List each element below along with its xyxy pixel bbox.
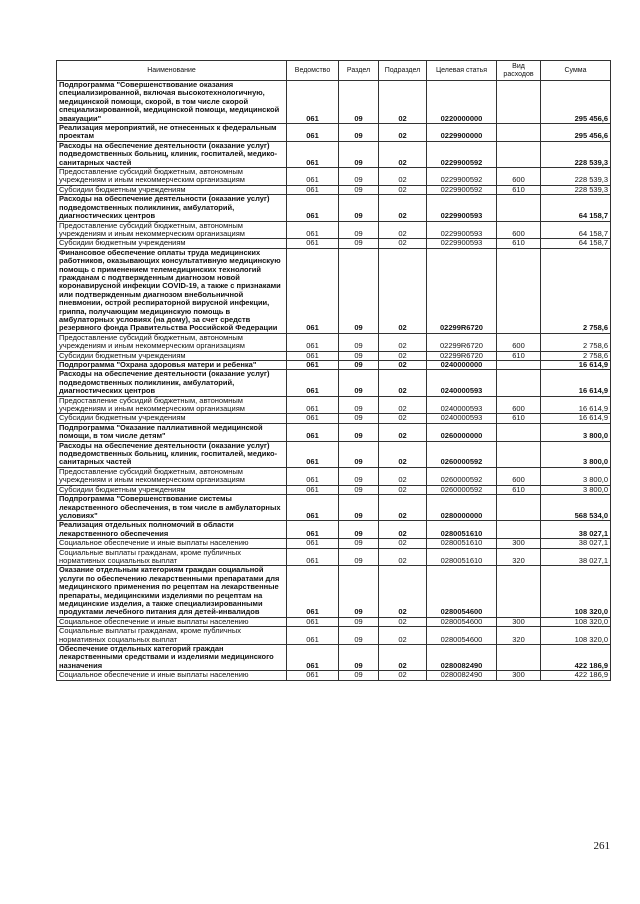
- cell-target: 02299R6720: [427, 351, 497, 360]
- cell-name: Подпрограмма "Оказание паллиативной медицинской помощи, в том числе детям": [57, 423, 287, 441]
- cell-type: [497, 195, 541, 221]
- cell-name: Расходы на обеспечение деятельности (оказание услуг) подведомственных больниц, клиник, госпиталей, медико-санитарных частей: [57, 141, 287, 167]
- cell-section: 09: [339, 566, 379, 617]
- cell-target: 0280051610: [427, 548, 497, 566]
- cell-subsection: 02: [379, 617, 427, 626]
- cell-sum: 64 158,7: [541, 221, 611, 239]
- cell-type: 610: [497, 414, 541, 423]
- cell-dept: 061: [287, 370, 339, 396]
- table-row: [57, 495, 611, 521]
- cell-type: [497, 361, 541, 370]
- cell-type: 300: [497, 671, 541, 680]
- cell-section: 09: [339, 539, 379, 548]
- cell-subsection: 02: [379, 168, 427, 186]
- cell-section: 09: [339, 414, 379, 423]
- header-target: Целевая статья: [427, 61, 497, 81]
- cell-target: 02299R6720: [427, 248, 497, 333]
- cell-sum: 16 614,9: [541, 396, 611, 414]
- cell-subsection: 02: [379, 414, 427, 423]
- cell-section: 09: [339, 239, 379, 248]
- table-row: [57, 441, 611, 467]
- cell-type: 600: [497, 333, 541, 351]
- cell-subsection: 02: [379, 248, 427, 333]
- cell-section: 09: [339, 441, 379, 467]
- cell-target: 0229900000: [427, 124, 497, 142]
- cell-type: [497, 141, 541, 167]
- cell-section: 09: [339, 351, 379, 360]
- cell-dept: 061: [287, 467, 339, 485]
- cell-sum: 2 758,6: [541, 333, 611, 351]
- budget-table: [56, 60, 611, 681]
- cell-sum: 228 539,3: [541, 168, 611, 186]
- header-section: Раздел: [339, 61, 379, 81]
- table-row: [57, 248, 611, 333]
- cell-section: 09: [339, 168, 379, 186]
- cell-dept: 061: [287, 566, 339, 617]
- cell-section: 09: [339, 195, 379, 221]
- table-row: [57, 370, 611, 396]
- cell-section: 09: [339, 248, 379, 333]
- cell-name: Предоставление субсидий бюджетным, автономным учреждениям и иным некоммерческим организациям: [57, 467, 287, 485]
- cell-name: Финансовое обеспечение оплаты труда медицинских работников, оказывающих консультативную медицинскую помощь с применением телемедицинских технологий гражданам с подтвержденным диагнозом новой коронавирусной инфекции COVID-19, а также с признаками или подтвержденным диагнозом внебольничной пневмонии, острой респираторной вирусной инфекции, гриппа, получающим медицинскую помощь в амбулаторных условиях (на дому), за счет средств резервного фонда Правительства Российской Федерации: [57, 248, 287, 333]
- cell-sum: 108 320,0: [541, 627, 611, 645]
- cell-subsection: 02: [379, 81, 427, 124]
- cell-sum: 568 534,0: [541, 495, 611, 521]
- table-row: [57, 423, 611, 441]
- cell-target: 0280054600: [427, 617, 497, 626]
- cell-subsection: 02: [379, 333, 427, 351]
- header-subsection: Подраздел: [379, 61, 427, 81]
- cell-name: Социальные выплаты гражданам, кроме публичных нормативных социальных выплат: [57, 548, 287, 566]
- cell-subsection: 02: [379, 141, 427, 167]
- cell-subsection: 02: [379, 195, 427, 221]
- cell-section: 09: [339, 485, 379, 494]
- cell-subsection: 02: [379, 645, 427, 671]
- cell-sum: 3 800,0: [541, 441, 611, 467]
- cell-name: Социальные выплаты гражданам, кроме публичных нормативных социальных выплат: [57, 627, 287, 645]
- cell-target: 0260000592: [427, 485, 497, 494]
- cell-section: 09: [339, 333, 379, 351]
- cell-name: Расходы на обеспечение деятельности (оказание услуг) подведомственных поликлиник, амбулаторий, диагностических центров: [57, 370, 287, 396]
- cell-section: 09: [339, 185, 379, 194]
- cell-subsection: 02: [379, 185, 427, 194]
- cell-target: 0229900592: [427, 185, 497, 194]
- table-row: [57, 239, 611, 248]
- header-name: Наименование: [57, 61, 287, 81]
- cell-name: Субсидии бюджетным учреждениям: [57, 351, 287, 360]
- cell-name: Социальное обеспечение и иные выплаты населению: [57, 671, 287, 680]
- cell-subsection: 02: [379, 627, 427, 645]
- cell-section: 09: [339, 141, 379, 167]
- cell-target: 0229900592: [427, 141, 497, 167]
- cell-subsection: 02: [379, 539, 427, 548]
- cell-name: Субсидии бюджетным учреждениям: [57, 485, 287, 494]
- cell-target: 0220000000: [427, 81, 497, 124]
- cell-type: [497, 423, 541, 441]
- cell-type: [497, 495, 541, 521]
- cell-section: 09: [339, 521, 379, 539]
- header-dept: Ведомство: [287, 61, 339, 81]
- cell-sum: 16 614,9: [541, 361, 611, 370]
- cell-dept: 061: [287, 671, 339, 680]
- cell-type: 300: [497, 539, 541, 548]
- cell-type: 320: [497, 548, 541, 566]
- table-row: [57, 168, 611, 186]
- cell-subsection: 02: [379, 124, 427, 142]
- cell-sum: 3 800,0: [541, 467, 611, 485]
- cell-name: Предоставление субсидий бюджетным, автономным учреждениям и иным некоммерческим организациям: [57, 396, 287, 414]
- cell-name: Расходы на обеспечение деятельности (оказание услуг) подведомственных поликлиник, амбулаторий, диагностических центров: [57, 195, 287, 221]
- cell-dept: 061: [287, 351, 339, 360]
- cell-subsection: 02: [379, 548, 427, 566]
- cell-subsection: 02: [379, 671, 427, 680]
- table-row: [57, 221, 611, 239]
- cell-type: 600: [497, 467, 541, 485]
- cell-dept: 061: [287, 248, 339, 333]
- table-row: [57, 548, 611, 566]
- table-row: [57, 539, 611, 548]
- cell-name: Реализация мероприятий, не отнесенных к федеральным проектам: [57, 124, 287, 142]
- cell-target: 0280054600: [427, 627, 497, 645]
- cell-dept: 061: [287, 195, 339, 221]
- cell-type: [497, 124, 541, 142]
- cell-target: 0280054600: [427, 566, 497, 617]
- cell-dept: 061: [287, 423, 339, 441]
- cell-type: 600: [497, 221, 541, 239]
- cell-type: 600: [497, 396, 541, 414]
- table-row: [57, 645, 611, 671]
- cell-sum: 16 614,9: [541, 414, 611, 423]
- cell-name: Субсидии бюджетным учреждениям: [57, 185, 287, 194]
- cell-sum: 64 158,7: [541, 239, 611, 248]
- cell-type: 610: [497, 185, 541, 194]
- cell-name: Субсидии бюджетным учреждениям: [57, 239, 287, 248]
- page-number: 261: [593, 840, 610, 852]
- cell-target: 0229900593: [427, 195, 497, 221]
- cell-sum: 228 539,3: [541, 185, 611, 194]
- cell-name: Подпрограмма "Совершенствование системы лекарственного обеспечения, в том числе в амбулаторных условиях": [57, 495, 287, 521]
- cell-subsection: 02: [379, 396, 427, 414]
- cell-target: 0240000000: [427, 361, 497, 370]
- cell-dept: 061: [287, 361, 339, 370]
- cell-dept: 061: [287, 185, 339, 194]
- cell-dept: 061: [287, 495, 339, 521]
- cell-section: 09: [339, 495, 379, 521]
- cell-subsection: 02: [379, 361, 427, 370]
- table-row: [57, 521, 611, 539]
- cell-sum: 228 539,3: [541, 141, 611, 167]
- cell-sum: 2 758,6: [541, 248, 611, 333]
- cell-name: Социальное обеспечение и иные выплаты населению: [57, 539, 287, 548]
- cell-name: Реализация отдельных полномочий в области лекарственного обеспечения: [57, 521, 287, 539]
- cell-subsection: 02: [379, 351, 427, 360]
- cell-sum: 108 320,0: [541, 617, 611, 626]
- cell-dept: 061: [287, 627, 339, 645]
- cell-type: 600: [497, 168, 541, 186]
- cell-dept: 061: [287, 396, 339, 414]
- cell-subsection: 02: [379, 239, 427, 248]
- table-row: [57, 124, 611, 142]
- table-row: [57, 81, 611, 124]
- cell-sum: 422 186,9: [541, 671, 611, 680]
- table-row: [57, 627, 611, 645]
- cell-type: 610: [497, 239, 541, 248]
- cell-dept: 061: [287, 617, 339, 626]
- cell-name: Расходы на обеспечение деятельности (оказание услуг) подведомственных больниц, клиник, госпиталей, медико-санитарных частей: [57, 441, 287, 467]
- cell-subsection: 02: [379, 370, 427, 396]
- cell-name: Оказание отдельным категориям граждан социальной услуги по обеспечению лекарственными препаратами для медицинского применения по рецептам на лекарственные препараты, медицинскими изделиями по рецептам на медицинские изделия, а также специализированными продуктами лечебного питания для детей-инвалидов: [57, 566, 287, 617]
- cell-type: [497, 370, 541, 396]
- cell-sum: 295 456,6: [541, 124, 611, 142]
- cell-section: 09: [339, 627, 379, 645]
- cell-dept: 061: [287, 124, 339, 142]
- cell-name: Подпрограмма "Охрана здоровья матери и ребенка": [57, 361, 287, 370]
- cell-type: 300: [497, 617, 541, 626]
- cell-type: [497, 81, 541, 124]
- cell-sum: 108 320,0: [541, 566, 611, 617]
- cell-subsection: 02: [379, 423, 427, 441]
- cell-type: 320: [497, 627, 541, 645]
- cell-subsection: 02: [379, 495, 427, 521]
- cell-section: 09: [339, 548, 379, 566]
- cell-sum: 38 027,1: [541, 539, 611, 548]
- cell-target: 0280000000: [427, 495, 497, 521]
- cell-type: [497, 645, 541, 671]
- cell-sum: 3 800,0: [541, 423, 611, 441]
- cell-sum: 16 614,9: [541, 370, 611, 396]
- cell-name: Обеспечение отдельных категорий граждан лекарственными средствами и изделиями медицинского назначения: [57, 645, 287, 671]
- cell-subsection: 02: [379, 521, 427, 539]
- cell-subsection: 02: [379, 485, 427, 494]
- table-body: [57, 81, 611, 681]
- table-row: [57, 195, 611, 221]
- cell-dept: 061: [287, 485, 339, 494]
- cell-section: 09: [339, 423, 379, 441]
- cell-target: 0229900593: [427, 221, 497, 239]
- table-row: [57, 566, 611, 617]
- cell-type: [497, 248, 541, 333]
- cell-section: 09: [339, 221, 379, 239]
- table-row: [57, 141, 611, 167]
- cell-target: 0240000593: [427, 396, 497, 414]
- cell-target: 0280051610: [427, 539, 497, 548]
- cell-dept: 061: [287, 141, 339, 167]
- cell-dept: 061: [287, 239, 339, 248]
- cell-dept: 061: [287, 333, 339, 351]
- cell-dept: 061: [287, 441, 339, 467]
- cell-name: Предоставление субсидий бюджетным, автономным учреждениям и иным некоммерческим организациям: [57, 221, 287, 239]
- cell-sum: 64 158,7: [541, 195, 611, 221]
- cell-sum: 38 027,1: [541, 548, 611, 566]
- cell-name: Предоставление субсидий бюджетным, автономным учреждениям и иным некоммерческим организациям: [57, 333, 287, 351]
- table-row: [57, 671, 611, 680]
- cell-section: 09: [339, 671, 379, 680]
- cell-sum: 38 027,1: [541, 521, 611, 539]
- cell-type: 610: [497, 485, 541, 494]
- cell-name: Подпрограмма "Совершенствование оказания специализированной, включая высокотехнологичную, медицинской помощи, скорой, в том числе скорой специализированной, медицинской помощи, медицинской эвакуации": [57, 81, 287, 124]
- cell-target: 0240000593: [427, 414, 497, 423]
- cell-section: 09: [339, 396, 379, 414]
- cell-dept: 061: [287, 81, 339, 124]
- cell-sum: 2 758,6: [541, 351, 611, 360]
- cell-section: 09: [339, 361, 379, 370]
- cell-dept: 061: [287, 168, 339, 186]
- cell-sum: 3 800,0: [541, 485, 611, 494]
- cell-subsection: 02: [379, 467, 427, 485]
- cell-type: [497, 521, 541, 539]
- cell-dept: 061: [287, 414, 339, 423]
- table-header-row: [57, 61, 611, 81]
- cell-target: 0260000000: [427, 423, 497, 441]
- cell-dept: 061: [287, 521, 339, 539]
- cell-sum: 422 186,9: [541, 645, 611, 671]
- cell-subsection: 02: [379, 441, 427, 467]
- table-row: [57, 414, 611, 423]
- cell-type: 610: [497, 351, 541, 360]
- cell-section: 09: [339, 645, 379, 671]
- cell-dept: 061: [287, 548, 339, 566]
- cell-section: 09: [339, 617, 379, 626]
- cell-target: 0280051610: [427, 521, 497, 539]
- cell-dept: 061: [287, 539, 339, 548]
- cell-target: 0280082490: [427, 645, 497, 671]
- cell-name: Социальное обеспечение и иные выплаты населению: [57, 617, 287, 626]
- cell-section: 09: [339, 81, 379, 124]
- header-sum: Сумма: [541, 61, 611, 81]
- cell-name: Предоставление субсидий бюджетным, автономным учреждениям и иным некоммерческим организациям: [57, 168, 287, 186]
- table-row: [57, 396, 611, 414]
- cell-target: 0240000593: [427, 370, 497, 396]
- cell-name: Субсидии бюджетным учреждениям: [57, 414, 287, 423]
- table-row: [57, 333, 611, 351]
- cell-target: 0280082490: [427, 671, 497, 680]
- cell-target: 0229900592: [427, 168, 497, 186]
- cell-target: 0260000592: [427, 467, 497, 485]
- cell-sum: 295 456,6: [541, 81, 611, 124]
- cell-type: [497, 566, 541, 617]
- cell-section: 09: [339, 124, 379, 142]
- cell-target: 0229900593: [427, 239, 497, 248]
- header-type: Вид расходов: [497, 61, 541, 81]
- cell-subsection: 02: [379, 566, 427, 617]
- document-sheet: [56, 60, 610, 681]
- cell-subsection: 02: [379, 221, 427, 239]
- table-row: [57, 467, 611, 485]
- cell-section: 09: [339, 467, 379, 485]
- cell-section: 09: [339, 370, 379, 396]
- cell-dept: 061: [287, 645, 339, 671]
- cell-type: [497, 441, 541, 467]
- cell-target: 0260000592: [427, 441, 497, 467]
- cell-target: 02299R6720: [427, 333, 497, 351]
- cell-dept: 061: [287, 221, 339, 239]
